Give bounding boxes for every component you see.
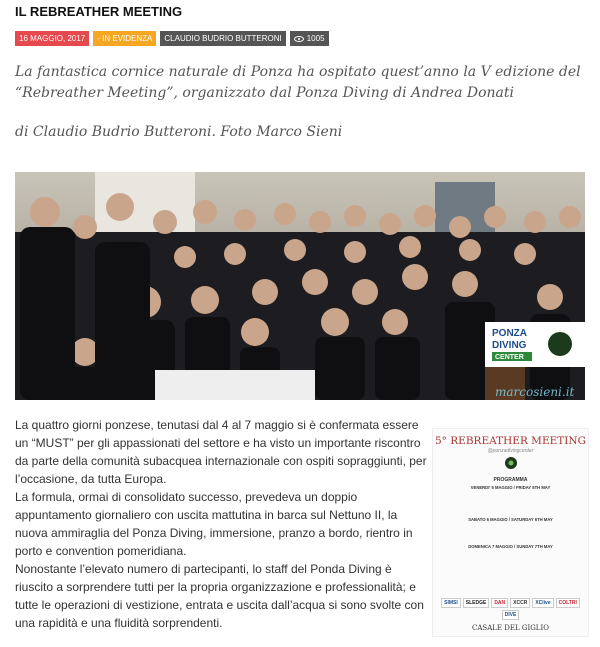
poster-schedule-line	[439, 501, 582, 505]
poster-program-heading: PROGRAMMA	[493, 477, 528, 483]
author-badge[interactable]: CLAUDIO BUDRIO BUTTERONI	[160, 31, 285, 46]
poster-schedule-line	[439, 538, 582, 542]
article-title: IL REBREATHER MEETING	[15, 4, 183, 19]
poster-schedule-line	[439, 523, 582, 527]
sign-text-center: CENTER	[495, 354, 524, 361]
date-badge[interactable]: 16 MAGGIO, 2017	[15, 31, 89, 46]
event-poster[interactable]	[432, 428, 589, 637]
poster-emblem-icon	[433, 456, 588, 475]
poster-schedule-line	[439, 528, 582, 532]
sponsor-logo: SIMSI	[441, 598, 461, 608]
article-lead: La fantastica cornice naturale di Ponza ha ospitato quest’anno la V edizione del “Rebreather Meeting”, organizzato dal Ponza Diving di Andrea Donati	[15, 64, 581, 101]
poster-title: 5° REBREATHER MEETING	[434, 435, 586, 447]
article-paragraph: Nonostante l’elevato numero di partecipanti, lo staff del Ponda Diving è riuscito a sorprendere tutti per la propria organizzazione e professionalità; e tutte le operazioni di vestizione, entrata e uscita dall’acqua si sono svolte con una rapidità e una fluidità sorprendenti.	[15, 562, 424, 630]
photo-watermark: marcosieni.it	[495, 385, 575, 399]
poster-footer: CASALE DEL GIGLIO	[472, 624, 549, 632]
sign-text-diving: DIVING	[492, 340, 527, 351]
sponsor-logo: XClive	[532, 598, 553, 608]
sponsor-logo: SLEDGE	[463, 598, 490, 608]
views-count: 1005	[306, 34, 325, 43]
sponsor-logo: DAN	[491, 598, 508, 608]
article-byline: di Claudio Budrio Butteroni. Foto Marco Sieni	[15, 124, 343, 140]
article-paragraph: La quattro giorni ponzese, tenutasi dal 4 al 7 maggio si è confermata essere un “MUST” per gli appassionati del settore e ha visto un importante riscontro da parte della comunità subacquea internazionale con ospiti sopraggiunti, per l’occasione, da tutta Europa.	[15, 418, 427, 486]
eye-icon	[294, 36, 304, 42]
poster-day-heading: SABATO 6 MAGGIO / SATURDAY 6TH MAY	[468, 517, 553, 522]
article-paragraph: La formula, ormai di consolidato successo, prevedeva un doppio appuntamento giornaliero con uscita mattutina in barca sul Nettuno II, la nuova ammiraglia del Ponza Diving, immersione, pranzo a bordo, rientro in porto e convention pomeridiana.	[15, 490, 413, 558]
sponsor-logo: COLTRI	[556, 598, 580, 608]
sponsor-logo: DIVE	[502, 610, 520, 620]
poster-day-heading: DOMENICA 7 MAGGIO / SUNDAY 7TH MAY	[468, 544, 553, 549]
article-meta	[15, 31, 329, 46]
sign-text-ponza: PONZA	[492, 328, 527, 339]
article-body	[15, 416, 430, 632]
poster-subtitle: @ponzadivingcenter	[487, 448, 534, 454]
group-photo-illustration	[15, 172, 585, 400]
poster-day-heading: VENERDI' 5 MAGGIO / FRIDAY 5TH MAY	[470, 485, 551, 490]
poster-schedule-line	[439, 511, 582, 515]
poster-sponsor-logos	[437, 598, 584, 620]
group-photo	[15, 172, 585, 400]
poster-schedule-line	[439, 550, 582, 554]
sponsor-logo: XCCR	[510, 598, 530, 608]
poster-schedule-line	[439, 496, 582, 500]
poster-schedule-line	[439, 491, 582, 495]
poster-schedule-line	[439, 533, 582, 537]
poster-schedule-line	[439, 506, 582, 510]
category-badge[interactable]: - IN EVIDENZA	[93, 31, 156, 46]
views-badge	[290, 31, 329, 46]
